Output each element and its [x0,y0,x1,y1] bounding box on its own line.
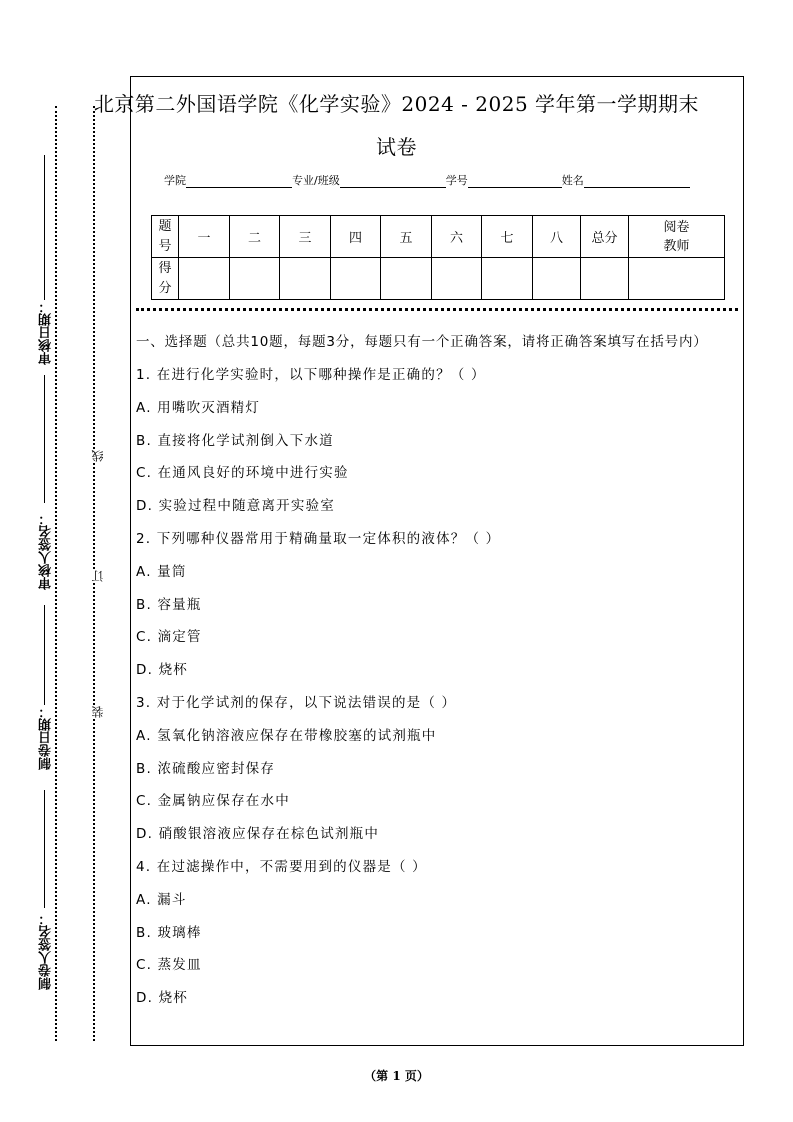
column-header: 四 [331,216,381,258]
paper-date-label: 制卷日期： [39,705,54,770]
score-table [151,215,725,300]
dotted-separator [136,308,738,311]
column-header: 二 [230,216,280,258]
score-row-header [152,258,179,300]
score-row-header-line1: 得 [158,260,172,276]
score-cell[interactable] [533,258,581,300]
college-field [164,172,292,188]
reviewer-header-line1: 阅卷 [663,219,690,235]
question-number-header-line1: 题 [158,218,172,234]
reviewer-header [629,216,725,258]
reviewer-header-line2: 教师 [663,238,690,254]
column-header: 五 [381,216,432,258]
paper-date-field [37,605,53,770]
question-2-option-b: B. 容量瓶 [136,596,202,613]
question-number-header [152,216,179,258]
score-row-header-line2: 分 [158,280,172,296]
reviewer-signature-field [37,375,53,590]
question-2-option-d: D. 烧杯 [136,662,188,679]
question-1-option-a: A. 用嘴吹灭酒精灯 [136,399,261,416]
college-input-line[interactable] [186,175,292,188]
binding-char-bind: 装 [91,706,105,718]
score-cell[interactable] [432,258,482,300]
column-header: 七 [482,216,533,258]
question-1-stem: 1. 在进行化学实验时，以下哪种操作是正确的？（ ） [136,367,486,383]
reviewer-signature-label: 审核人签名： [39,512,54,590]
question-section [136,330,740,1015]
column-header: 一 [179,216,230,258]
review-date-label: 审核日期： [39,300,54,365]
major-class-field [292,172,446,188]
question-4-stem: 4. 在过滤操作中，不需要用到的仪器是（ ） [136,858,427,875]
total-score-cell[interactable] [581,258,629,300]
name-label: 姓名 [561,174,584,187]
score-cell[interactable] [381,258,432,300]
review-date-field [37,155,53,365]
question-4-option-c: C. 蒸发皿 [136,957,202,974]
name-field [562,172,690,188]
total-score-header: 总分 [581,216,629,258]
paper-maker-signature-field [37,790,53,990]
binding-char-line: 线 [91,450,105,462]
score-cell[interactable] [230,258,280,300]
reviewer-signature-blank[interactable] [44,375,45,503]
score-cell[interactable] [179,258,230,300]
student-info-row [164,172,690,188]
question-3-option-b: B. 浓硫酸应密封保存 [136,760,276,777]
question-2-stem: 2. 下列哪种仪器常用于精确量取一定体积的液体？（ ） [136,530,501,547]
college-label: 学院 [164,174,186,187]
exam-title-continued: 试卷 [376,135,417,159]
column-header: 六 [432,216,482,258]
question-1-option-b: B. 直接将化学试剂倒入下水道 [136,432,334,449]
column-header: 八 [533,216,581,258]
column-header: 三 [280,216,331,258]
question-2-option-c: C. 滴定管 [136,629,202,646]
major-class-label: 专业/班级 [292,174,340,187]
section-heading: 一、选择题（总共10题，每题3分，每题只有一个正确答案，请将正确答案填写在括号内） [136,334,708,350]
page-number: （第 1 页） [364,1069,429,1083]
binding-char-staple: 订 [91,570,105,582]
question-4-option-d: D. 烧杯 [136,990,188,1007]
score-table-header-row [152,216,725,258]
student-id-field [446,172,562,188]
question-1-option-c: C. 在通风良好的环境中进行实验 [136,465,349,482]
question-4-option-b: B. 玻璃棒 [136,924,202,941]
score-cell[interactable] [331,258,381,300]
score-table-score-row [152,258,725,300]
reviewer-cell[interactable] [629,258,725,300]
paper-date-blank[interactable] [44,605,45,705]
question-3-option-c: C. 金属钠应保存在水中 [136,793,290,810]
question-3-stem: 3. 对于化学试剂的保存，以下说法错误的是（ ） [136,694,457,711]
score-cell[interactable] [482,258,533,300]
name-input-line[interactable] [584,175,690,188]
review-date-blank[interactable] [44,155,45,300]
question-3-option-a: A. 氢氧化钠溶液应保存在带橡胶塞的试剂瓶中 [136,727,437,744]
question-2-option-a: A. 量筒 [136,563,187,580]
student-id-input-line[interactable] [468,175,562,188]
paper-maker-signature-blank[interactable] [44,790,45,908]
question-3-option-d: D. 硝酸银溶液应保存在棕色试剂瓶中 [136,826,380,843]
exam-title: 北京第二外国语学院《化学实验》2024 - 2025 学年第一学期期末 [93,92,700,116]
student-id-label: 学号 [445,174,468,187]
paper-maker-signature-label: 制卷人签名： [39,912,54,990]
major-class-input-line[interactable] [340,175,446,188]
score-cell[interactable] [280,258,331,300]
question-number-header-line2: 号 [158,238,172,254]
question-1-option-d: D. 实验过程中随意离开实验室 [136,498,335,515]
question-4-option-a: A. 漏斗 [136,891,187,908]
